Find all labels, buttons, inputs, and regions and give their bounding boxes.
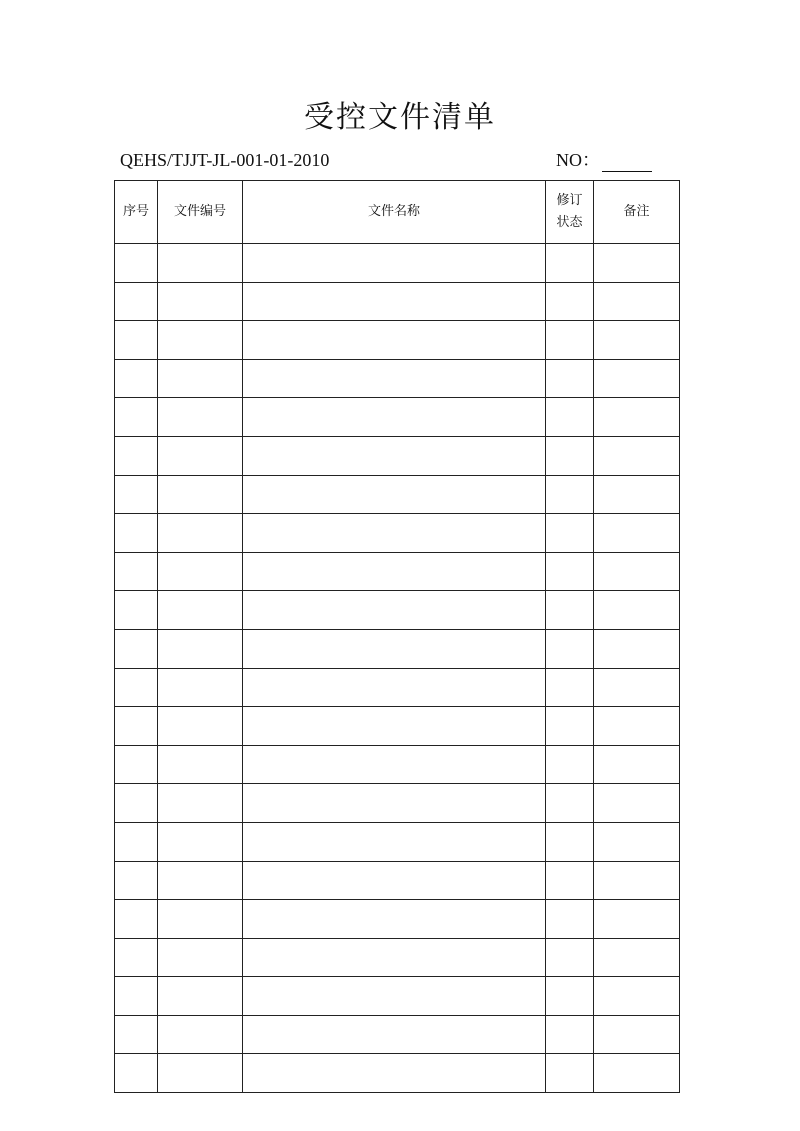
cell-revision: [546, 475, 594, 514]
cell-file-no: [158, 1015, 243, 1054]
header-revision-line1: 修订: [556, 193, 583, 208]
cell-file-no: [158, 359, 243, 398]
cell-revision: [546, 861, 594, 900]
table-row: [115, 436, 680, 475]
cell-seq: [115, 784, 158, 823]
cell-seq: [115, 591, 158, 630]
cell-revision: [546, 552, 594, 591]
cell-remarks: [594, 977, 680, 1016]
cell-revision: [546, 629, 594, 668]
cell-file-no: [158, 1054, 243, 1093]
cell-file-no: [158, 629, 243, 668]
table-row: [115, 1054, 680, 1093]
table-row: [115, 784, 680, 823]
table-row: [115, 938, 680, 977]
cell-file-name: [243, 938, 546, 977]
table-row: [115, 359, 680, 398]
cell-seq: [115, 1015, 158, 1054]
cell-file-name: [243, 475, 546, 514]
cell-seq: [115, 938, 158, 977]
table-row: [115, 900, 680, 939]
cell-revision: [546, 1015, 594, 1054]
cell-revision: [546, 436, 594, 475]
cell-file-name: [243, 668, 546, 707]
cell-seq: [115, 244, 158, 283]
table-row: [115, 977, 680, 1016]
table-row: [115, 745, 680, 784]
cell-revision: [546, 745, 594, 784]
cell-file-name: [243, 398, 546, 437]
table-row: [115, 707, 680, 746]
cell-remarks: [594, 822, 680, 861]
header-remarks: 备注: [594, 181, 680, 244]
cell-file-name: [243, 1015, 546, 1054]
cell-remarks: [594, 475, 680, 514]
cell-remarks: [594, 321, 680, 360]
cell-revision: [546, 244, 594, 283]
header-file-name: 文件名称: [243, 181, 546, 244]
cell-seq: [115, 900, 158, 939]
cell-revision: [546, 1054, 594, 1093]
cell-seq: [115, 321, 158, 360]
table-row: [115, 591, 680, 630]
cell-file-no: [158, 321, 243, 360]
cell-file-no: [158, 514, 243, 553]
cell-revision: [546, 938, 594, 977]
cell-seq: [115, 707, 158, 746]
cell-remarks: [594, 552, 680, 591]
cell-remarks: [594, 1054, 680, 1093]
cell-file-name: [243, 861, 546, 900]
cell-seq: [115, 514, 158, 553]
cell-file-no: [158, 900, 243, 939]
table-row: [115, 244, 680, 283]
table-header: [115, 181, 680, 244]
cell-remarks: [594, 707, 680, 746]
cell-revision: [546, 514, 594, 553]
cell-seq: [115, 398, 158, 437]
cell-seq: [115, 861, 158, 900]
cell-remarks: [594, 629, 680, 668]
controlled-file-table: [114, 180, 680, 1093]
cell-remarks: [594, 359, 680, 398]
cell-remarks: [594, 861, 680, 900]
cell-remarks: [594, 436, 680, 475]
cell-revision: [546, 321, 594, 360]
cell-file-no: [158, 244, 243, 283]
table-row: [115, 475, 680, 514]
cell-file-name: [243, 321, 546, 360]
cell-remarks: [594, 900, 680, 939]
cell-file-no: [158, 784, 243, 823]
cell-seq: [115, 629, 158, 668]
cell-file-name: [243, 745, 546, 784]
cell-revision: [546, 282, 594, 321]
cell-file-no: [158, 282, 243, 321]
table-row: [115, 822, 680, 861]
cell-revision: [546, 398, 594, 437]
cell-file-no: [158, 475, 243, 514]
table-row: [115, 552, 680, 591]
cell-file-name: [243, 1054, 546, 1093]
cell-remarks: [594, 938, 680, 977]
table-row: [115, 514, 680, 553]
cell-revision: [546, 359, 594, 398]
cell-remarks: [594, 591, 680, 630]
cell-file-name: [243, 707, 546, 746]
header-row: [115, 181, 680, 244]
table-row: [115, 282, 680, 321]
cell-file-no: [158, 822, 243, 861]
cell-remarks: [594, 244, 680, 283]
cell-remarks: [594, 282, 680, 321]
header-revision: [546, 181, 594, 244]
cell-file-no: [158, 591, 243, 630]
cell-remarks: [594, 784, 680, 823]
cell-file-name: [243, 591, 546, 630]
page-title: 受控文件清单: [304, 100, 496, 135]
cell-file-no: [158, 668, 243, 707]
cell-file-no: [158, 398, 243, 437]
cell-file-name: [243, 514, 546, 553]
cell-remarks: [594, 1015, 680, 1054]
cell-revision: [546, 977, 594, 1016]
cell-revision: [546, 591, 594, 630]
cell-seq: [115, 282, 158, 321]
cell-file-no: [158, 552, 243, 591]
cell-file-name: [243, 822, 546, 861]
cell-file-no: [158, 977, 243, 1016]
cell-revision: [546, 668, 594, 707]
cell-revision: [546, 822, 594, 861]
table-row: [115, 1015, 680, 1054]
cell-seq: [115, 822, 158, 861]
number-label: NO：: [556, 150, 600, 170]
cell-seq: [115, 552, 158, 591]
cell-file-no: [158, 707, 243, 746]
cell-remarks: [594, 668, 680, 707]
cell-file-name: [243, 282, 546, 321]
cell-seq: [115, 668, 158, 707]
number-field: [556, 148, 652, 172]
cell-file-name: [243, 359, 546, 398]
cell-remarks: [594, 514, 680, 553]
cell-file-name: [243, 784, 546, 823]
table-row: [115, 861, 680, 900]
table-row: [115, 398, 680, 437]
cell-file-name: [243, 977, 546, 1016]
cell-remarks: [594, 745, 680, 784]
cell-revision: [546, 707, 594, 746]
cell-seq: [115, 475, 158, 514]
cell-seq: [115, 1054, 158, 1093]
cell-remarks: [594, 398, 680, 437]
table-body: [115, 244, 680, 1093]
cell-file-no: [158, 861, 243, 900]
header-revision-line2: 状态: [556, 215, 583, 230]
table-row: [115, 668, 680, 707]
number-blank: [602, 153, 652, 172]
cell-revision: [546, 784, 594, 823]
cell-revision: [546, 900, 594, 939]
cell-file-no: [158, 436, 243, 475]
cell-seq: [115, 977, 158, 1016]
cell-file-name: [243, 900, 546, 939]
document-code: QEHS/TJJT-JL-001-01-2010: [120, 150, 330, 170]
cell-file-name: [243, 629, 546, 668]
cell-file-name: [243, 436, 546, 475]
cell-file-no: [158, 745, 243, 784]
cell-seq: [115, 359, 158, 398]
header-seq: 序号: [115, 181, 158, 244]
cell-seq: [115, 436, 158, 475]
cell-seq: [115, 745, 158, 784]
header-file-no: 文件编号: [158, 181, 243, 244]
cell-file-no: [158, 938, 243, 977]
cell-file-name: [243, 244, 546, 283]
table-row: [115, 321, 680, 360]
cell-file-name: [243, 552, 546, 591]
table-row: [115, 629, 680, 668]
